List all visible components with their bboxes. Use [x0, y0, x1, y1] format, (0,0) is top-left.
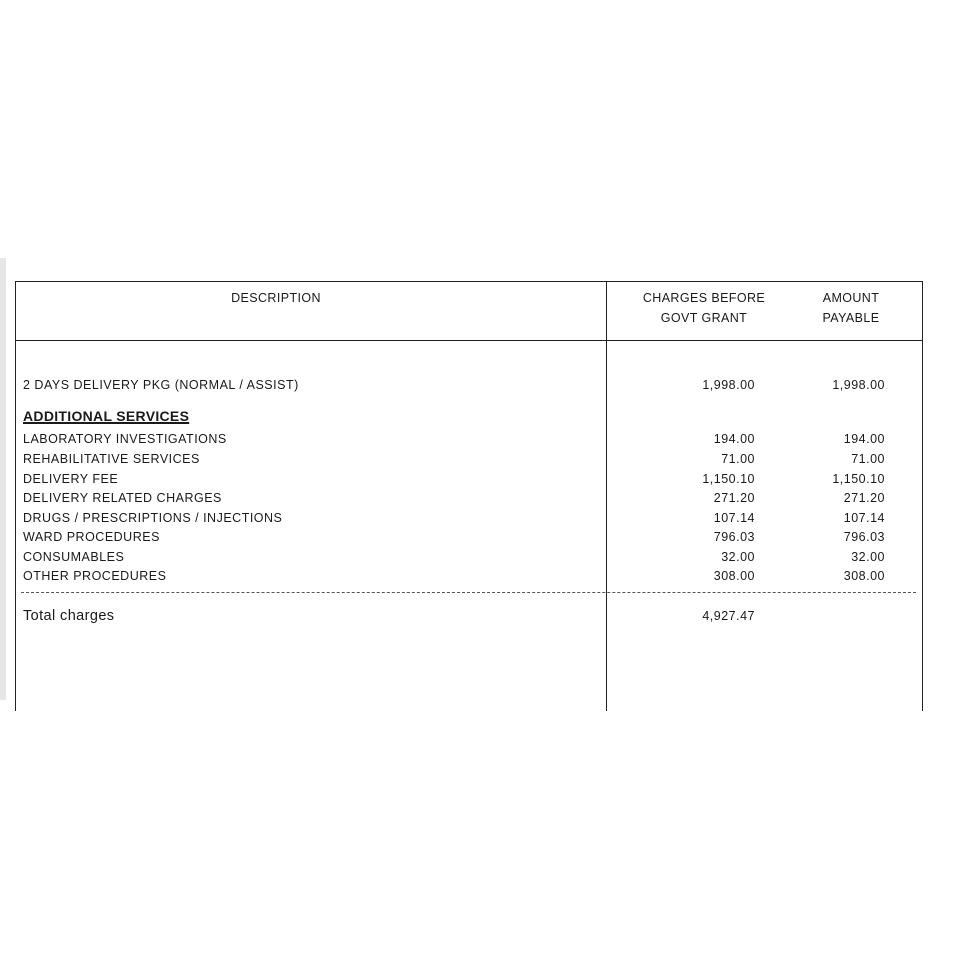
row-description: LABORATORY INVESTIGATIONS [23, 432, 227, 446]
row-charges: 271.20 [713, 491, 755, 505]
row-description: DRUGS / PRESCRIPTIONS / INJECTIONS [23, 511, 283, 525]
row-amount: 32.00 [851, 550, 885, 564]
row-charges: 71.00 [721, 452, 755, 466]
total-row [23, 605, 903, 627]
row-charges: 107.14 [713, 511, 755, 525]
row-charges: 1,150.10 [702, 472, 755, 486]
row-description: WARD PROCEDURES [23, 530, 160, 544]
row-description: OTHER PROCEDURES [23, 569, 167, 583]
page-edge-shadow [0, 258, 6, 700]
row-description: DELIVERY RELATED CHARGES [23, 491, 222, 505]
row-amount: 308.00 [843, 569, 885, 583]
total-charges: 4,927.47 [702, 609, 755, 623]
row-description: CONSUMABLES [23, 550, 125, 564]
header-description-label: DESCRIPTION [231, 291, 321, 305]
header-amount-line1: AMOUNT [822, 291, 880, 305]
table-row [23, 528, 903, 547]
row-charges: 796.03 [713, 530, 755, 544]
header-charges-line2: GOVT GRANT [660, 311, 748, 325]
table-row [23, 430, 903, 449]
package-description: 2 DAYS DELIVERY PKG (NORMAL / ASSIST) [23, 378, 299, 392]
header-charges-before-grant [634, 288, 774, 328]
header-amount-line2: PAYABLE [822, 311, 880, 325]
table-row [23, 470, 903, 489]
additional-services-title: ADDITIONAL SERVICES [23, 408, 190, 424]
header-description [156, 288, 396, 308]
row-amount: 107.14 [843, 511, 885, 525]
row-description: DELIVERY FEE [23, 472, 119, 486]
row-amount: 796.03 [843, 530, 885, 544]
row-amount: 194.00 [843, 432, 885, 446]
package-amount: 1,998.00 [832, 378, 885, 392]
package-charges: 1,998.00 [702, 378, 755, 392]
row-charges: 194.00 [713, 432, 755, 446]
row-amount: 271.20 [843, 491, 885, 505]
row-charges: 308.00 [713, 569, 755, 583]
row-description: REHABILITATIVE SERVICES [23, 452, 200, 466]
bill-table [15, 281, 923, 711]
total-label: Total charges [23, 608, 115, 624]
total-separator [21, 592, 916, 593]
table-row [23, 509, 903, 528]
row-charges: 32.00 [721, 550, 755, 564]
header-amount-payable [791, 288, 911, 328]
row-amount: 1,150.10 [832, 472, 885, 486]
header-charges-line1: CHARGES BEFORE [642, 291, 766, 305]
package-row [23, 376, 903, 395]
row-amount: 71.00 [851, 452, 885, 466]
header-divider [16, 340, 922, 341]
table-row [23, 450, 903, 469]
table-row [23, 489, 903, 508]
table-row [23, 567, 903, 586]
table-row [23, 548, 903, 567]
